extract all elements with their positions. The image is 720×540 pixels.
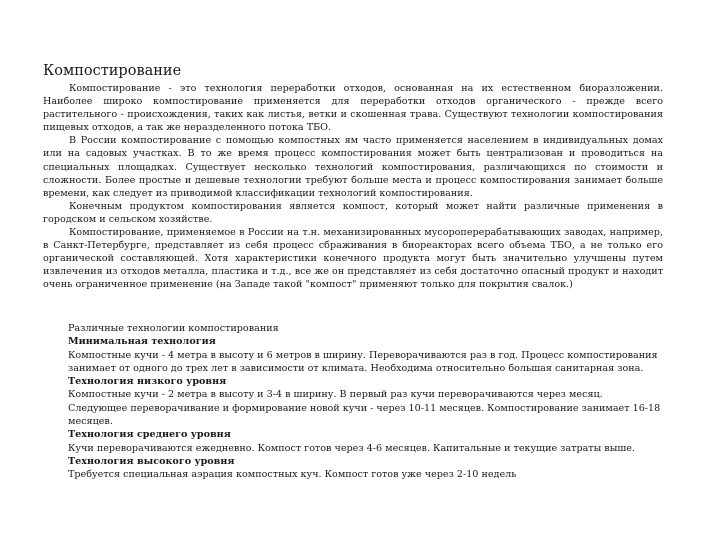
technology-low-text: Компостные кучи - 2 метра в высоту и 3-4 в ширину. В первый раз кучи переворачиваются через месяц. Следующее переворачивание и формирование новой кучи - через 10-11 месяцев. Компостирование занимает 16-18 месяцев. <box>68 389 661 428</box>
paragraph-mechanized: Компостирование, применяемое в России на т.н. механизированных мусороперерабатывающих заводах, например, в Санкт-Петербурге, представляет из себя процесс сбраживания в биореакторах всего объема ТБО, а не только его органической составляющей. Хотя характеристики конечного продукта могут быть значительно улучшены путем извлечения из отходов металла, пластика и т.д., все же он представляет из себя достаточно опасный продукт и находит очень ограниченное применение (на Западе такой "компост" применяют только для покрытия свалок.) <box>43 227 663 291</box>
technology-minimal-name: Минимальная технология <box>68 336 216 348</box>
technology-low-name: Технология низкого уровня <box>68 376 227 388</box>
technologies-section <box>68 322 663 482</box>
technologies-heading: Различные технологии компостирования <box>68 323 279 334</box>
paragraph-definition: Компостирование - это технология переработки отходов, основанная на их естественном биоразложении. Наиболее широко компостирование применяется для переработки отходов органического - прежде всего растительного - происхождения, таких как листья, ветки и скошенная трава. Существуют технологии компостирования пищевых отходов, а так же неразделенного потока ТБО. <box>43 83 663 134</box>
technology-high-text: Требуется специальная аэрация компостных куч. Компост готов уже через 2-10 недель <box>68 469 517 481</box>
technology-minimal-text: Компостные кучи - 4 метра в высоту и 6 метров в ширину. Переворачиваются раз в год. Процесс компостирования занимает от одного до трех лет в зависимости от климата. Необходима относительно большая санитарная зона. <box>68 349 658 374</box>
document-body <box>43 62 663 292</box>
document-title: Компостирование <box>43 63 182 79</box>
technology-medium-name: Технология среднего уровня <box>68 429 231 441</box>
paragraph-product: Конечным продуктом компостирования является компост, который может найти различные применения в городском и сельском хозяйстве. <box>43 200 663 225</box>
technology-high-name: Технология высокого уровня <box>68 455 235 467</box>
paragraph-russia: В России компостирование с помощью компостных ям часто применяется населением в индивидуальных домах или на садовых участках. В то же время процесс компостирования может быть централизован и проводиться на специальных площадках. Существует несколько технологий компостирования, различающихся по стоимости и сложности. Более простые и дешевые технологии требуют больше места и процесс компостирования занимает больше времени, как следует из приводимой классификации технологий компостирования. <box>43 135 663 199</box>
technology-medium-text: Кучи переворачиваются ежедневно. Компост готов через 4-6 месяцев. Капитальные и текущие затраты выше. <box>68 442 635 454</box>
